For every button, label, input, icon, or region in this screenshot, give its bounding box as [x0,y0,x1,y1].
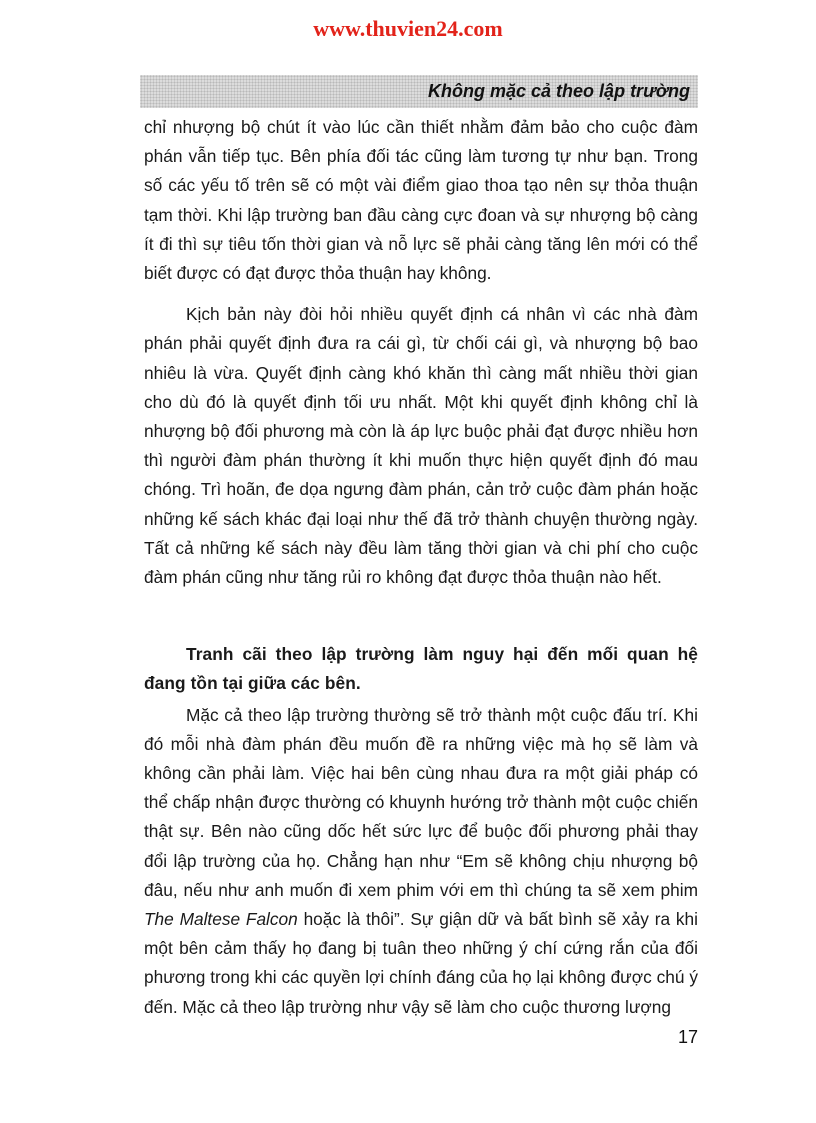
page-body [144,113,698,1022]
body-paragraph-2: Kịch bản này đòi hỏi nhiều quyết định cá nhân vì các nhà đàm phán phải quyết định đưa ra cái gì, từ chối cái gì, và nhượng bộ bao nhiêu là vừa. Quyết định càng khó khăn thì càng mất nhiều thời gian cho dù đó là quyết định tối ưu nhất. Một khi quyết định không chỉ là nhượng bộ đối phương mà còn là áp lực buộc phải đạt được nhiều hơn thì người đàm phán thường ít khi muốn thực hiện quyết định đó mau chóng. Trì hoãn, đe dọa ngưng đàm phán, cản trở cuộc đàm phán hoặc những kế sách khác đại loại như thế đã trở thành chuyện thường ngày. Tất cả những kế sách này đều làm tăng thời gian và chi phí cho cuộc đàm phán cũng như tăng rủi ro không đạt được thỏa thuận nào hết. [144,304,698,588]
section-heading: Tranh cãi theo lập trường làm nguy hại đến mối quan hệ đang tồn tại giữa các bên. [144,644,698,694]
site-url-link[interactable]: www.thuvien24.com [313,16,503,41]
paragraph-3-text-start: Mặc cả theo lập trường thường sẽ trở thành một cuộc đấu trí. Khi đó mỗi nhà đàm phán đều muốn đề ra những việc mà họ sẽ làm và không cần phải làm. Việc hai bên cùng nhau đưa ra một giải pháp có thể chấp nhận được thường có khuynh hướng trở thành một cuộc chiến thật sự. Bên nào cũng dốc hết sức lực để buộc đối phương phải thay đổi lập trường của họ. Chẳng hạn như “Em sẽ không chịu nhượng bộ đâu, nếu như anh muốn đi xem phim với em thì chúng ta sẽ xem phim [144,704,698,900]
film-title: The Maltese Falcon [144,909,298,930]
paragraph-3-text-end: hoặc là thôi”. Sự giận dữ và bất bình sẽ xảy ra khi một bên cảm thấy họ đang bị tuân theo những ý chí cứng rắn của đối phương trong khi các quyền lợi chính đáng của họ lại không được chú ý đến. Mặc cả theo lập trường như vậy sẽ làm cho cuộc thương lượng [144,909,698,1017]
running-header-title: Không mặc cả theo lập trường [428,81,690,101]
body-paragraph-3 [144,701,698,1022]
page-number: 17 [677,1027,698,1047]
body-paragraph-1: chỉ nhượng bộ chút ít vào lúc cần thiết nhằm đảm bảo cho cuộc đàm phán vẫn tiếp tục. Bên phía đối tác cũng làm tương tự như bạn. Trong số các yếu tố trên sẽ có một vài điểm giao thoa tạo nên sự thỏa thuận tạm thời. Khi lập trường ban đầu càng cực đoan và sự nhượng bộ càng ít đi thì sự tiêu tốn thời gian và nỗ lực sẽ phải càng tăng lên mới có thể biết được có đạt được thỏa thuận hay không. [144,117,698,284]
running-header-band [140,75,698,108]
